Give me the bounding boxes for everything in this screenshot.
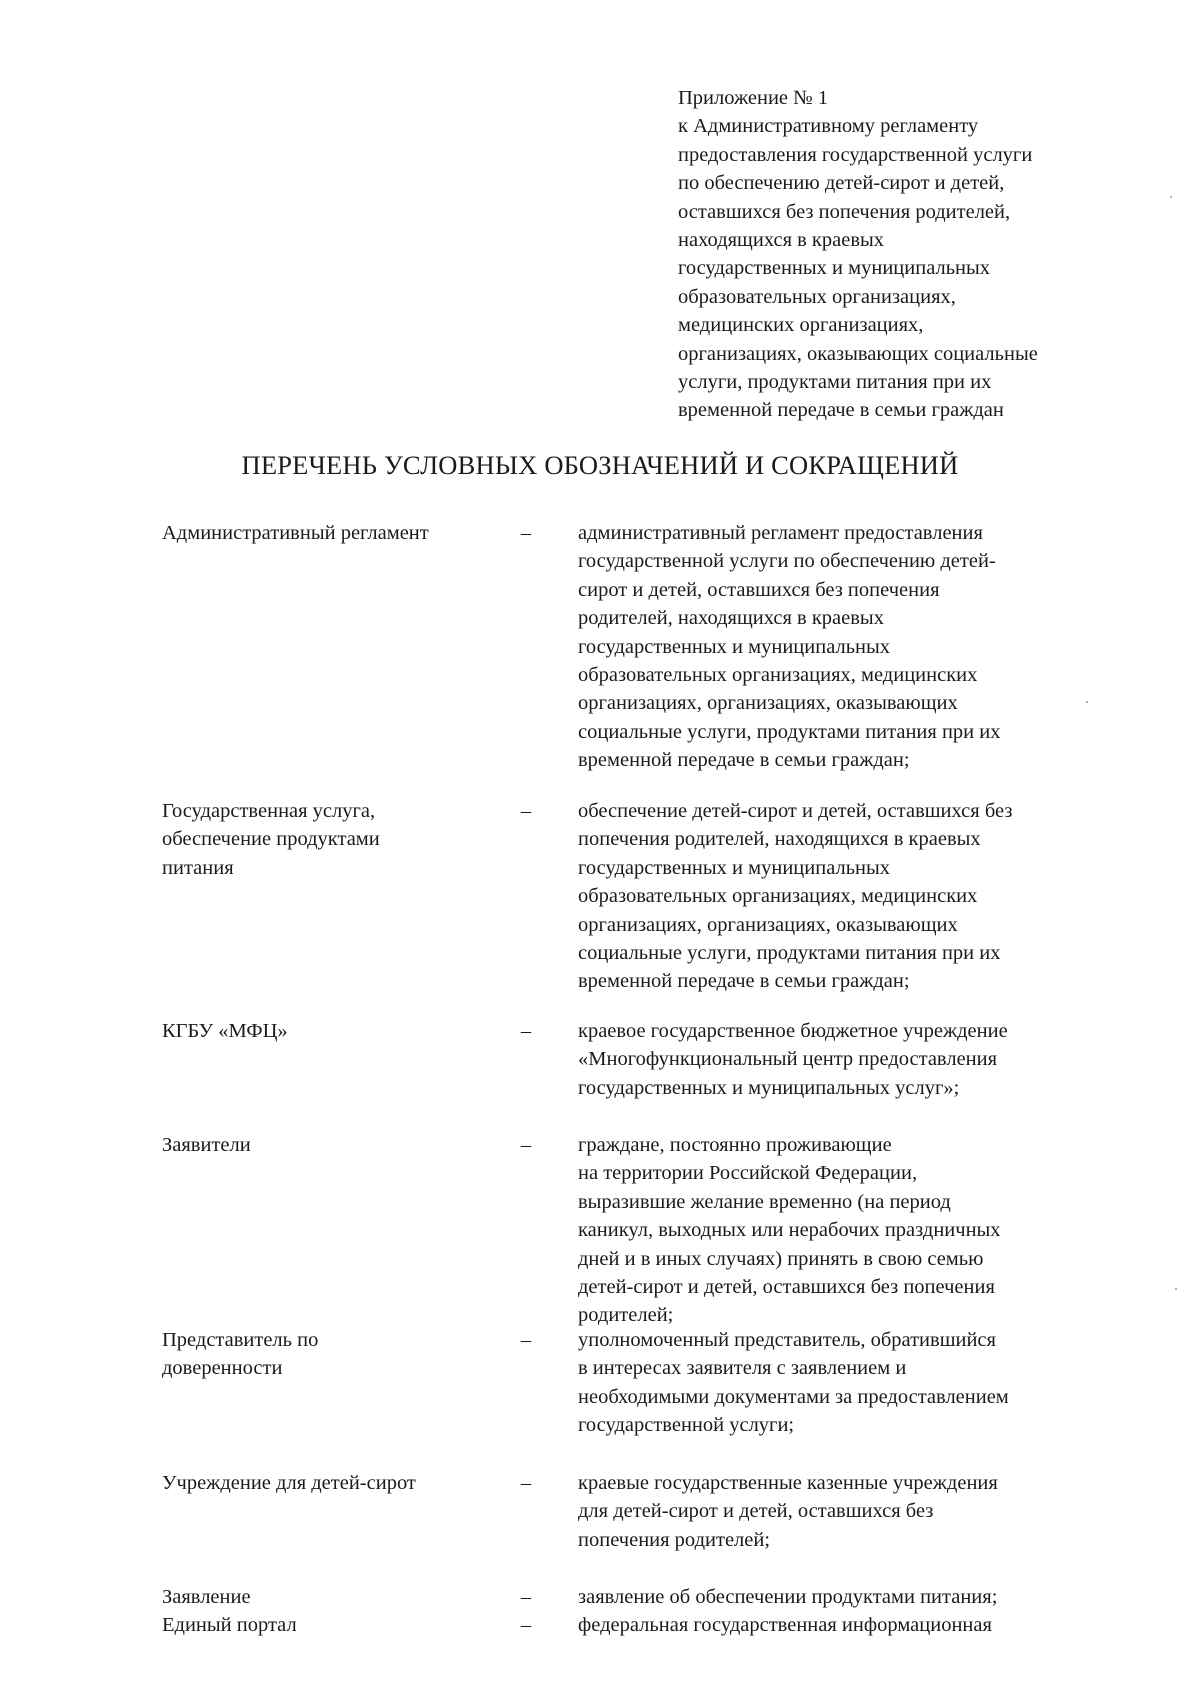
definition-line: родителей; — [578, 1304, 674, 1327]
appendix-line: организациях, оказывающих социальные — [678, 342, 1038, 365]
entry-definition — [578, 1131, 1138, 1330]
definition-line: социальные услуги, продуктами питания при их — [578, 942, 1001, 965]
scan-speck — [1175, 1288, 1177, 1290]
definition-line: образовательных организациях, медицинских — [578, 885, 978, 908]
definition-line: временной передаче в семьи граждан; — [578, 749, 910, 772]
entry-term — [162, 1611, 502, 1639]
term-line: доверенности — [162, 1357, 283, 1380]
entry-term — [162, 1017, 502, 1045]
definition-line: обеспечение детей-сирот и детей, оставшихся без — [578, 800, 1013, 822]
definition-line: сирот и детей, оставшихся без попечения — [578, 578, 940, 601]
definition-line: уполномоченный представитель, обратившийся — [578, 1329, 996, 1351]
definition-line: образовательных организациях, медицинских — [578, 664, 978, 687]
entry-definition — [578, 1326, 1138, 1440]
entry-dash: – — [520, 1020, 532, 1042]
entry-definition — [578, 1611, 1138, 1639]
definition-line: детей-сирот и детей, оставшихся без попечения — [578, 1276, 995, 1299]
entry-definition — [578, 1017, 1138, 1102]
term-line: обеспечение продуктами — [162, 828, 380, 851]
appendix-line: медицинских организациях, — [678, 314, 924, 337]
scan-speck — [1086, 701, 1088, 703]
appendix-line: образовательных организациях, — [678, 285, 956, 308]
term-line: Заявление — [162, 1586, 251, 1608]
definition-line: государственных и муниципальных — [578, 856, 891, 879]
scan-speck — [1170, 196, 1172, 198]
appendix-header — [678, 84, 1118, 425]
term-line: Государственная услуга, — [162, 800, 376, 822]
appendix-line: Приложение № 1 — [678, 87, 829, 109]
definition-line: краевые государственные казенные учреждения — [578, 1472, 998, 1494]
definition-line: социальные услуги, продуктами питания при их — [578, 720, 1001, 743]
definition-line: для детей-сирот и детей, оставшихся без — [578, 1500, 934, 1523]
definition-line: граждане, постоянно проживающие — [578, 1134, 892, 1156]
definition-line: государственной услуги по обеспечению детей- — [578, 550, 996, 573]
term-line: Учреждение для детей-сирот — [162, 1472, 416, 1494]
entry-term — [162, 519, 502, 547]
definition-line: попечения родителей, находящихся в краевых — [578, 828, 981, 851]
entry-definition — [578, 797, 1138, 996]
term-line: Единый портал — [162, 1614, 297, 1636]
entry-dash: – — [520, 1329, 532, 1351]
entry-dash: – — [520, 1134, 532, 1156]
entry-dash: – — [520, 1586, 532, 1608]
term-line: Представитель по — [162, 1329, 319, 1351]
entry-term — [162, 797, 502, 882]
term-line: КГБУ «МФЦ» — [162, 1020, 288, 1042]
definition-line: дней и в иных случаях) принять в свою семью — [578, 1247, 984, 1270]
definition-line: временной передаче в семьи граждан; — [578, 970, 910, 993]
entry-dash: – — [520, 800, 532, 822]
definition-line: заявление об обеспечении продуктами питания; — [578, 1586, 998, 1608]
term-line: питания — [162, 856, 234, 879]
appendix-line: услуги, продуктами питания при их — [678, 371, 992, 394]
term-line: Заявители — [162, 1134, 251, 1156]
definition-line: «Многофункциональный центр предоставления — [578, 1048, 998, 1071]
definition-line: выразившие желание временно (на период — [578, 1190, 951, 1213]
entry-term — [162, 1326, 502, 1383]
definition-line: родителей, находящихся в краевых — [578, 607, 884, 630]
entry-term — [162, 1131, 502, 1159]
definition-line: организациях, организациях, оказывающих — [578, 913, 958, 936]
entry-dash: – — [520, 1614, 532, 1636]
definition-line: государственных и муниципальных услуг»; — [578, 1076, 960, 1099]
definition-line: каникул, выходных или нерабочих праздничных — [578, 1219, 1001, 1242]
entry-definition — [578, 519, 1138, 775]
definition-line: государственной услуги; — [578, 1414, 795, 1437]
definition-line: на территории Российской Федерации, — [578, 1162, 918, 1185]
appendix-line: государственных и муниципальных — [678, 257, 991, 280]
entry-term — [162, 1469, 502, 1497]
entry-definition — [578, 1583, 1138, 1611]
appendix-line: находящихся в краевых — [678, 229, 885, 252]
appendix-line: к Административному регламенту — [678, 115, 979, 138]
appendix-line: временной передаче в семьи граждан — [678, 399, 1004, 422]
entry-term — [162, 1583, 502, 1611]
definition-line: федеральная государственная информационная — [578, 1614, 992, 1636]
definition-line: организациях, организациях, оказывающих — [578, 692, 958, 715]
entry-definition — [578, 1469, 1138, 1554]
definition-line: в интересах заявителя с заявлением и — [578, 1357, 907, 1380]
definition-line: государственных и муниципальных — [578, 635, 891, 658]
appendix-line: по обеспечению детей-сирот и детей, — [678, 172, 1005, 195]
document-title: ПЕРЕЧЕНЬ УСЛОВНЫХ ОБОЗНАЧЕНИЙ И СОКРАЩЕНИЙ — [241, 450, 959, 480]
definition-line: краевое государственное бюджетное учреждение — [578, 1020, 1008, 1042]
term-line: Административный регламент — [162, 522, 429, 544]
definition-line: необходимыми документами за предоставлением — [578, 1385, 1009, 1408]
appendix-line: оставшихся без попечения родителей, — [678, 200, 1011, 223]
entry-dash: – — [520, 1472, 532, 1494]
appendix-line: предоставления государственной услуги — [678, 143, 1033, 166]
definition-line: попечения родителей; — [578, 1528, 771, 1551]
entry-dash: – — [520, 522, 532, 544]
definition-line: административный регламент предоставления — [578, 522, 983, 544]
